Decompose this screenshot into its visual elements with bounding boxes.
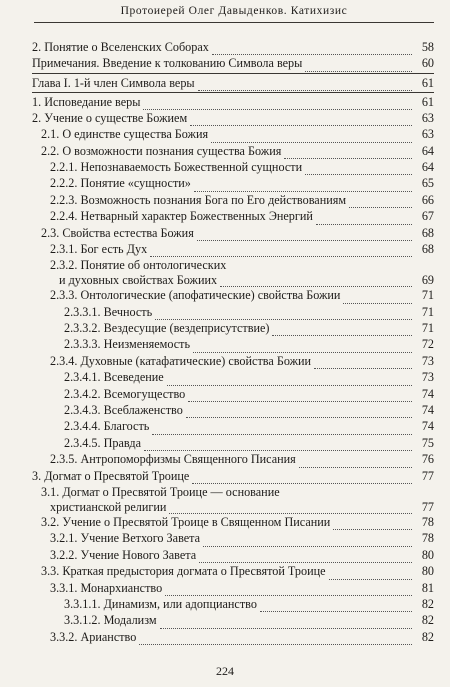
toc-entry: [32, 258, 434, 288]
toc-entry-title: Глава I. 1-й член Символа веры: [32, 75, 195, 90]
toc-entry: [32, 337, 434, 353]
toc-entry-title: 3. Догмат о Пресвятой Троице: [32, 468, 190, 483]
dot-leader: [194, 176, 412, 191]
toc-entry-title: 2.3.4.4. Благость: [64, 419, 150, 434]
dot-leader: [211, 127, 412, 142]
toc-entry-page: 61: [421, 75, 434, 90]
toc-entry-page: 78: [421, 514, 434, 529]
dot-leader: [299, 452, 412, 467]
toc-entry-page: 77: [421, 499, 434, 514]
toc-entry-page: 67: [421, 209, 434, 224]
dot-leader: [143, 93, 412, 110]
dot-leader: [343, 288, 412, 303]
toc-entry-title-continued: и духовных свойствах Божиих: [59, 273, 218, 288]
toc-entry-title: 2.3. Свойства естества Божия: [41, 225, 194, 240]
dot-leader: [197, 226, 412, 241]
toc-entry: [32, 485, 434, 515]
toc-entry-title: 2.3.3.3. Неизменяемость: [64, 337, 191, 352]
toc-entry-title: 2.2.4. Нетварный характер Божественных Энергий: [50, 209, 313, 224]
toc-entry-title: 2. Учение о существе Божием: [32, 110, 188, 125]
dot-leader: [150, 242, 412, 257]
toc-entry: [32, 56, 434, 72]
toc-entry-title: 3.3.1.2. Модализм: [64, 613, 157, 628]
toc-entry-title: 2.3.4.3. Всеблаженство: [64, 403, 183, 418]
dot-leader: [193, 337, 412, 352]
toc-entry-title: 2.2.3. Возможность познания Бога по Его действованиям: [50, 192, 347, 207]
toc-entry: [32, 40, 434, 56]
toc-entry-title: 2.2. О возможности познания существа Божия: [41, 143, 282, 158]
toc-entry-title: 2.2.1. Непознаваемость Божественной сущности: [50, 159, 303, 174]
running-header: Протоиерей Олег Давыденков. Катихизис: [34, 0, 434, 23]
toc-entry-title: Примечания. Введение к толкованию Символа веры: [32, 56, 303, 71]
toc-entry: [32, 548, 434, 564]
toc-entry-title-continued: христианской религии: [50, 499, 167, 514]
toc-entry-page: 82: [421, 629, 434, 644]
toc-entry-title: 2.1. О единстве существа Божия: [41, 127, 209, 142]
dot-leader: [192, 469, 412, 484]
toc-entry-title: 3.2.2. Учение Нового Завета: [50, 547, 197, 562]
toc-entry-page: 75: [421, 435, 434, 450]
toc-entry-title: 2.3.3. Онтологические (апофатические) свойства Божии: [50, 288, 341, 303]
toc-entry-page: 82: [421, 613, 434, 628]
dot-leader: [190, 111, 412, 126]
toc-entry-page: 71: [421, 304, 434, 319]
toc-entry-title: 2.3.1. Бог есть Дух: [50, 241, 148, 256]
toc-entry-page: 65: [421, 176, 434, 191]
dot-leader: [169, 500, 412, 514]
toc-entry: [32, 92, 434, 111]
page-number: 224: [216, 664, 234, 678]
toc-entry-page: 80: [421, 547, 434, 562]
toc-entry-page: 69: [421, 273, 434, 288]
toc-entry: [32, 515, 434, 531]
toc-entry-page: 64: [421, 159, 434, 174]
toc-entry-title: 3.3.1.1. Динамизм, или адопцианство: [64, 596, 257, 611]
dot-leader: [188, 387, 412, 402]
dot-leader: [186, 403, 412, 418]
toc-entry-title: 2.3.4.5. Правда: [64, 435, 141, 450]
toc-entry-page: 68: [421, 225, 434, 240]
toc-entry: [32, 469, 434, 485]
toc-entry-page: 66: [421, 192, 434, 207]
toc-entry: [32, 630, 434, 646]
toc-entry: [32, 597, 434, 613]
toc-entry: [32, 144, 434, 160]
dot-leader: [155, 305, 412, 320]
toc-entry: [32, 209, 434, 225]
toc-entry-page: 58: [421, 40, 434, 54]
toc-entry-page: 73: [421, 370, 434, 385]
dot-leader: [305, 160, 412, 175]
dot-leader: [165, 581, 412, 596]
toc-entry-title: 3.2.1. Учение Ветхого Завета: [50, 531, 201, 546]
dot-leader: [212, 40, 412, 55]
toc-entry: [32, 111, 434, 127]
toc-entry-title: 1. Исповедание веры: [32, 94, 141, 109]
toc-entry: [32, 564, 434, 580]
toc-entry-page: 64: [421, 143, 434, 158]
dot-leader: [139, 630, 412, 645]
dot-leader: [144, 436, 412, 451]
dot-leader: [203, 531, 412, 546]
dot-leader: [316, 209, 412, 224]
toc-entry: [32, 176, 434, 192]
toc-entry-title: 3.3.2. Арианство: [50, 629, 137, 644]
toc-entry: [32, 370, 434, 386]
toc-entry-page: 60: [421, 56, 434, 71]
toc-entry: [32, 387, 434, 403]
toc-entry: [32, 242, 434, 258]
toc-entry: [32, 403, 434, 419]
dot-leader: [329, 564, 412, 579]
toc-entry-page: 74: [421, 403, 434, 418]
toc-entry-page: 80: [421, 564, 434, 579]
toc-entry: [32, 226, 434, 242]
toc-entry-page: 74: [421, 419, 434, 434]
toc-entry-title: 2.3.3.1. Вечность: [64, 304, 153, 319]
toc-entry-title: 2.3.4. Духовные (катафатические) свойства Божии: [50, 353, 312, 368]
toc-entry-page: 72: [421, 337, 434, 352]
dot-leader: [198, 74, 412, 91]
toc-entry: [32, 127, 434, 143]
table-of-contents: [32, 40, 434, 646]
dot-leader: [314, 354, 412, 369]
toc-entry: [32, 321, 434, 337]
dot-leader: [284, 144, 412, 159]
dot-leader: [305, 56, 412, 71]
toc-entry-title: 3.3. Краткая предыстория догмата о Пресвятой Троице: [41, 564, 326, 579]
toc-entry-page: 74: [421, 386, 434, 401]
toc-entry: [32, 613, 434, 629]
dot-leader: [220, 273, 412, 287]
toc-entry-title: 3.1. Догмат о Пресвятой Троице — основание: [41, 484, 280, 499]
toc-entry-page: 71: [421, 321, 434, 336]
toc-entry-title: 2.3.4.2. Всемогущество: [64, 386, 186, 401]
dot-leader: [272, 321, 412, 336]
toc-entry-title: 2.2.2. Понятие «сущности»: [50, 176, 191, 191]
toc-entry: [32, 419, 434, 435]
toc-entry: [32, 452, 434, 468]
toc-entry: [32, 160, 434, 176]
toc-entry-page: 63: [421, 127, 434, 142]
toc-entry: [32, 436, 434, 452]
toc-entry-title: 2.3.2. Понятие об онтологических: [50, 258, 227, 273]
toc-entry: [32, 354, 434, 370]
toc-entry-page: 81: [421, 580, 434, 595]
dot-leader: [260, 597, 412, 612]
toc-entry: [32, 193, 434, 209]
dot-leader: [199, 548, 412, 563]
toc-entry-page: 68: [421, 241, 434, 256]
toc-entry: [32, 305, 434, 321]
toc-entry-page: 61: [421, 94, 434, 109]
toc-entry-title: 3.2. Учение о Пресвятой Троице в Священном Писании: [41, 514, 331, 529]
toc-entry-title: 2.3.4.1. Всеведение: [64, 370, 164, 385]
toc-entry-title: 2. Понятие о Вселенских Соборах: [32, 40, 209, 54]
dot-leader: [160, 613, 412, 628]
toc-entry-page: 78: [421, 531, 434, 546]
toc-entry-title: 3.3.1. Монархианство: [50, 580, 163, 595]
toc-entry-title: 2.3.5. Антропоморфизмы Священного Писания: [50, 452, 296, 467]
toc-entry-page: 73: [421, 353, 434, 368]
toc-entry-page: 71: [421, 288, 434, 303]
toc-entry: [32, 531, 434, 547]
dot-leader: [333, 515, 412, 530]
dot-leader: [152, 419, 412, 434]
toc-entry-page: 82: [421, 596, 434, 611]
toc-entry: [32, 73, 434, 92]
toc-entry-page: 63: [421, 110, 434, 125]
dot-leader: [349, 193, 412, 208]
dot-leader: [167, 370, 412, 385]
toc-entry-title: 2.3.3.2. Вездесущие (вездеприсутствие): [64, 321, 270, 336]
toc-entry: [32, 581, 434, 597]
toc-entry-page: 77: [421, 468, 434, 483]
toc-entry-page: 76: [421, 452, 434, 467]
toc-entry: [32, 288, 434, 304]
